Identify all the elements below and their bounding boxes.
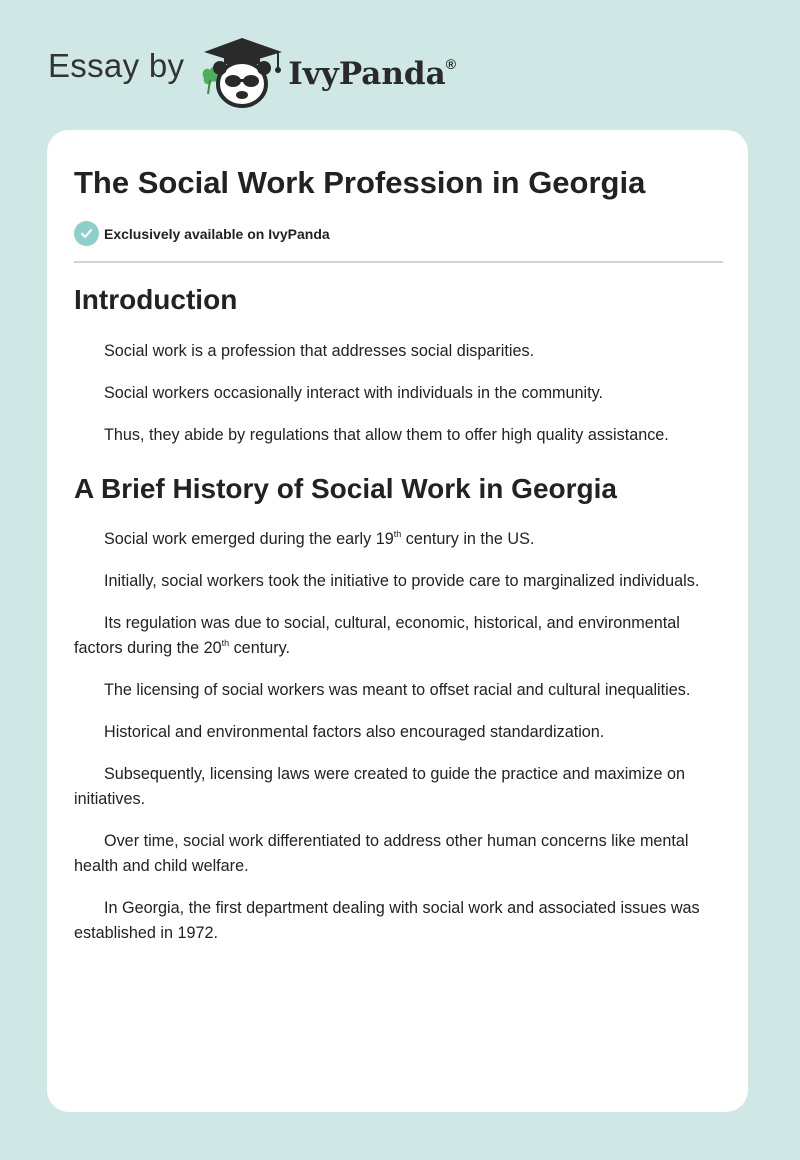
paragraph: Social work is a profession that addresses social disparities. bbox=[104, 342, 535, 360]
brand-name[interactable]: IvyPanda® bbox=[288, 55, 457, 92]
exclusive-badge bbox=[74, 221, 330, 246]
essay-body bbox=[74, 282, 723, 963]
paragraph: Subsequently, licensing laws were created to guide the practice and maximize on initiatives. bbox=[74, 765, 685, 808]
paragraph: In Georgia, the first department dealing with social work and associated issues was established in 1972. bbox=[74, 899, 700, 942]
paragraph: Its regulation was due to social, cultural, economic, historical, and environmental factors during the 20th century. bbox=[74, 614, 680, 657]
paragraph: Thus, they abide by regulations that allow them to offer high quality assistance. bbox=[104, 426, 669, 444]
paragraph: Social workers occasionally interact with individuals in the community. bbox=[104, 384, 604, 402]
page-title: The Social Work Profession in Georgia bbox=[74, 165, 646, 200]
site-header bbox=[48, 34, 456, 110]
title-divider bbox=[74, 261, 723, 263]
paragraph: Historical and environmental factors also encouraged standardization. bbox=[104, 723, 605, 741]
paragraph: Social work emerged during the early 19th century in the US. bbox=[104, 528, 535, 548]
paragraph: Initially, social workers took the initiative to provide care to marginalized individuals. bbox=[104, 572, 700, 590]
essay-by-label: Essay by bbox=[48, 47, 185, 84]
panda-graduate-logo-icon[interactable] bbox=[198, 34, 286, 110]
section-heading-history: A Brief History of Social Work in Georgia bbox=[74, 473, 617, 504]
section-heading-introduction: Introduction bbox=[74, 284, 238, 315]
essay-card bbox=[47, 130, 748, 1112]
paragraph: Over time, social work differentiated to address other human concerns like mental health and child welfare. bbox=[74, 832, 689, 875]
check-icon bbox=[74, 221, 99, 246]
paragraph: The licensing of social workers was meant to offset racial and cultural inequalities. bbox=[104, 681, 691, 699]
trademark-symbol: ® bbox=[445, 55, 457, 72]
badge-text: Exclusively available on IvyPanda bbox=[104, 225, 330, 242]
